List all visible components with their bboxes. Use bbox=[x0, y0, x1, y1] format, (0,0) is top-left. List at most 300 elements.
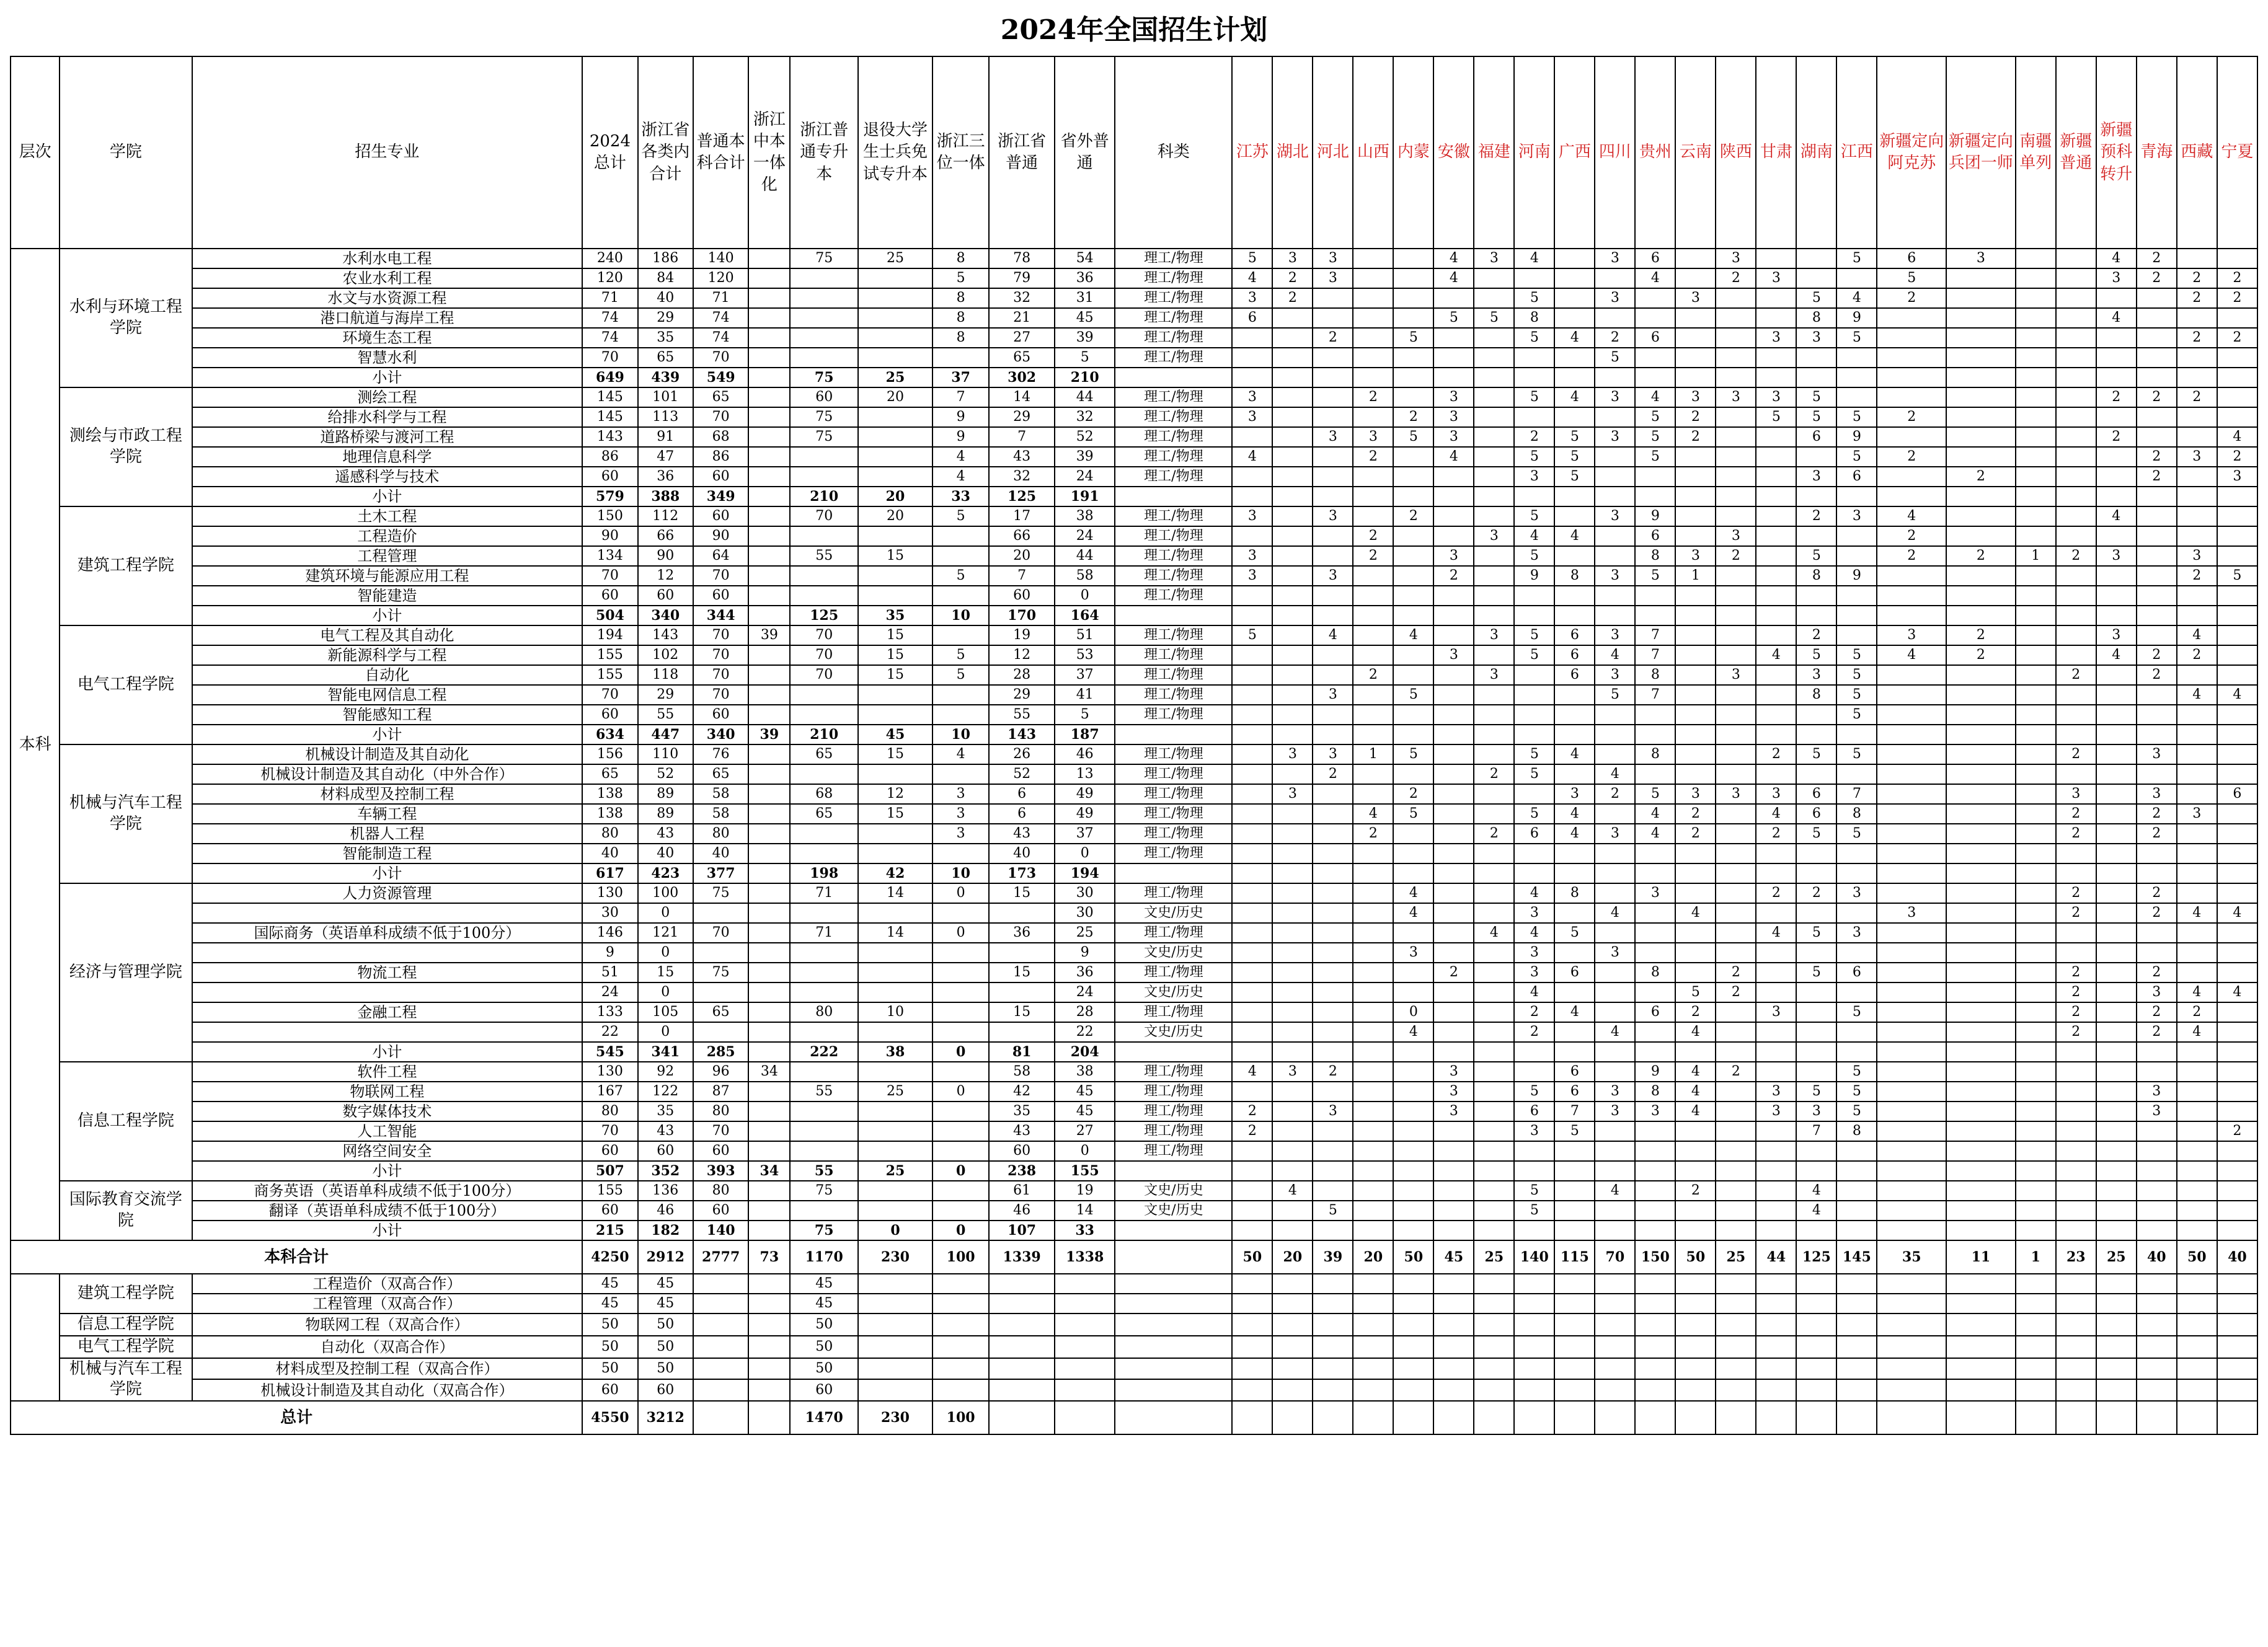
province-cell: 7 bbox=[1836, 784, 1877, 804]
category-cell: 文史/历史 bbox=[1115, 1181, 1232, 1201]
province-cell bbox=[1353, 249, 1393, 268]
province-cell bbox=[1635, 1358, 1675, 1380]
total-value-cell bbox=[989, 1401, 1055, 1434]
province-cell bbox=[1836, 1294, 1877, 1314]
major-cell: 数字媒体技术 bbox=[192, 1102, 583, 1121]
value-cell: 0 bbox=[858, 1221, 932, 1240]
province-cell: 5 bbox=[1554, 923, 1595, 943]
province-cell bbox=[1232, 1042, 1272, 1062]
value-cell bbox=[748, 665, 790, 685]
province-cell bbox=[1836, 625, 1877, 645]
college-cell: 测绘与市政工程学院 bbox=[60, 387, 192, 506]
province-cell bbox=[2137, 1181, 2177, 1201]
province-cell bbox=[2217, 1022, 2257, 1042]
province-cell bbox=[1675, 685, 1716, 705]
province-cell: 4 bbox=[1877, 645, 1946, 665]
province-cell bbox=[2096, 526, 2137, 546]
value-cell: 65 bbox=[790, 744, 858, 764]
province-cell bbox=[1836, 1358, 1877, 1380]
province-cell bbox=[2096, 863, 2137, 883]
province-cell: 2 bbox=[2056, 665, 2096, 685]
province-cell: 9 bbox=[1836, 308, 1877, 328]
province-cell bbox=[1946, 844, 2016, 863]
value-cell bbox=[858, 447, 932, 467]
value-cell bbox=[790, 963, 858, 982]
value-cell bbox=[748, 1121, 790, 1141]
value-cell: 146 bbox=[582, 923, 637, 943]
province-cell bbox=[1474, 546, 1514, 566]
province-cell bbox=[2177, 1201, 2217, 1221]
province-cell: 3 bbox=[1595, 566, 1635, 586]
province-cell bbox=[2217, 1002, 2257, 1022]
province-cell bbox=[2056, 1121, 2096, 1141]
province-cell bbox=[1716, 764, 1756, 784]
province-cell bbox=[1946, 387, 2016, 407]
province-cell bbox=[1313, 1002, 1353, 1022]
total-province-cell: 70 bbox=[1595, 1240, 1635, 1274]
province-cell: 3 bbox=[1433, 407, 1474, 427]
category-cell bbox=[1115, 368, 1232, 387]
province-cell bbox=[1716, 487, 1756, 506]
province-cell bbox=[1232, 1274, 1272, 1294]
value-cell: 60 bbox=[582, 705, 637, 725]
value-cell: 210 bbox=[790, 487, 858, 506]
province-cell bbox=[1595, 804, 1635, 824]
category-cell: 理工/物理 bbox=[1115, 506, 1232, 526]
province-cell bbox=[1554, 705, 1595, 725]
province-cell: 6 bbox=[1554, 645, 1595, 665]
province-cell bbox=[1313, 963, 1353, 982]
province-cell bbox=[2177, 1358, 2217, 1380]
value-cell bbox=[790, 268, 858, 288]
value-cell: 70 bbox=[693, 348, 748, 368]
province-cell bbox=[1232, 943, 1272, 963]
major-cell: 小计 bbox=[192, 1221, 583, 1240]
value-cell: 222 bbox=[790, 1042, 858, 1062]
province-cell: 2 bbox=[2137, 268, 2177, 288]
province-cell bbox=[1595, 1401, 1635, 1434]
major-cell: 材料成型及控制工程（双高合作） bbox=[192, 1358, 583, 1380]
province-cell bbox=[1433, 1141, 1474, 1161]
province-cell bbox=[1595, 963, 1635, 982]
province-cell bbox=[1716, 824, 1756, 844]
province-cell bbox=[1474, 963, 1514, 982]
province-cell: 5 bbox=[1635, 407, 1675, 427]
value-cell bbox=[858, 566, 932, 586]
value-cell: 210 bbox=[790, 725, 858, 744]
province-cell bbox=[1514, 606, 1554, 625]
province-cell: 3 bbox=[1796, 1102, 1836, 1121]
province-cell bbox=[1433, 764, 1474, 784]
province-cell bbox=[1554, 606, 1595, 625]
province-cell bbox=[1433, 1161, 1474, 1181]
province-cell bbox=[2096, 1062, 2137, 1082]
province-cell bbox=[1433, 883, 1474, 903]
province-cell: 5 bbox=[1836, 1002, 1877, 1022]
value-cell: 5 bbox=[932, 645, 989, 665]
category-cell: 文史/历史 bbox=[1115, 943, 1232, 963]
province-cell bbox=[1474, 506, 1514, 526]
value-cell: 70 bbox=[693, 645, 748, 665]
province-cell bbox=[2016, 1022, 2056, 1042]
major-cell: 小计 bbox=[192, 1161, 583, 1181]
province-cell: 4 bbox=[2217, 427, 2257, 447]
province-cell bbox=[2016, 625, 2056, 645]
value-cell: 5 bbox=[932, 665, 989, 685]
province-cell bbox=[2016, 1121, 2056, 1141]
province-cell: 1 bbox=[2016, 546, 2056, 566]
province-cell bbox=[1716, 725, 1756, 744]
province-cell bbox=[1232, 725, 1272, 744]
province-cell bbox=[1796, 348, 1836, 368]
province-cell: 3 bbox=[1313, 268, 1353, 288]
value-cell: 6 bbox=[989, 784, 1055, 804]
province-cell: 3 bbox=[1675, 784, 1716, 804]
province-cell bbox=[2217, 863, 2257, 883]
province-cell bbox=[1796, 586, 1836, 606]
province-cell bbox=[2056, 705, 2096, 725]
province-cell: 5 bbox=[1514, 764, 1554, 784]
province-cell: 4 bbox=[1272, 1181, 1313, 1201]
province-cell: 5 bbox=[1836, 1082, 1877, 1102]
major-cell: 港口航道与海岸工程 bbox=[192, 308, 583, 328]
province-cell bbox=[1232, 784, 1272, 804]
province-cell bbox=[1232, 1201, 1272, 1221]
college-cell: 经济与管理学院 bbox=[60, 883, 192, 1062]
value-cell: 0 bbox=[638, 982, 693, 1002]
value-cell bbox=[858, 963, 932, 982]
province-cell bbox=[1946, 487, 2016, 506]
province-cell bbox=[2137, 1121, 2177, 1141]
province-cell bbox=[1675, 1294, 1716, 1314]
province-cell bbox=[1756, 1201, 1796, 1221]
province-cell bbox=[2137, 1294, 2177, 1314]
province-cell bbox=[1635, 308, 1675, 328]
province-cell bbox=[1393, 645, 1433, 665]
province-cell bbox=[2137, 1379, 2177, 1401]
province-cell bbox=[2016, 407, 2056, 427]
province-cell bbox=[2177, 844, 2217, 863]
province-cell bbox=[1272, 546, 1313, 566]
province-cell bbox=[2137, 1314, 2177, 1336]
province-cell: 7 bbox=[1796, 1121, 1836, 1141]
value-cell: 65 bbox=[582, 764, 637, 784]
value-cell bbox=[932, 1022, 989, 1042]
value-cell bbox=[790, 1141, 858, 1161]
total-province-cell: 35 bbox=[1877, 1240, 1946, 1274]
province-cell: 4 bbox=[1514, 923, 1554, 943]
province-cell bbox=[1353, 1401, 1393, 1434]
province-cell bbox=[1635, 1336, 1675, 1358]
province-cell bbox=[2056, 844, 2096, 863]
province-cell bbox=[2016, 249, 2056, 268]
value-cell: 70 bbox=[790, 506, 858, 526]
province-cell bbox=[1393, 288, 1433, 308]
province-cell: 3 bbox=[1595, 824, 1635, 844]
province-cell bbox=[1232, 1401, 1272, 1434]
value-cell bbox=[748, 586, 790, 606]
value-cell bbox=[748, 705, 790, 725]
value-cell bbox=[748, 368, 790, 387]
value-cell: 32 bbox=[989, 467, 1055, 487]
province-cell: 6 bbox=[1232, 308, 1272, 328]
value-cell: 45 bbox=[582, 1274, 637, 1294]
province-cell bbox=[1393, 1181, 1433, 1201]
value-cell bbox=[932, 1201, 989, 1221]
value-cell bbox=[858, 1102, 932, 1121]
value-cell bbox=[858, 348, 932, 368]
province-cell bbox=[1675, 665, 1716, 685]
province-cell bbox=[2217, 824, 2257, 844]
value-cell: 60 bbox=[582, 1379, 637, 1401]
province-cell bbox=[1716, 506, 1756, 526]
province-cell: 1 bbox=[1675, 566, 1716, 586]
province-cell bbox=[2177, 1314, 2217, 1336]
value-cell: 122 bbox=[638, 1082, 693, 1102]
province-cell bbox=[1946, 1358, 2016, 1380]
value-cell: 7 bbox=[989, 427, 1055, 447]
value-cell: 35 bbox=[638, 328, 693, 348]
province-cell bbox=[1836, 1401, 1877, 1434]
value-cell: 173 bbox=[989, 863, 1055, 883]
province-cell bbox=[1877, 883, 1946, 903]
value-cell: 507 bbox=[582, 1161, 637, 1181]
province-cell bbox=[1554, 943, 1595, 963]
province-cell bbox=[1756, 1121, 1796, 1141]
value-cell: 130 bbox=[582, 1062, 637, 1082]
total-value-cell: 230 bbox=[858, 1401, 932, 1434]
province-cell bbox=[2137, 308, 2177, 328]
province-cell bbox=[1946, 308, 2016, 328]
province-cell bbox=[2177, 1221, 2217, 1240]
province-cell bbox=[1353, 863, 1393, 883]
province-cell bbox=[1877, 744, 1946, 764]
province-cell bbox=[1675, 1221, 1716, 1240]
header-numeric: 浙江中本一体化 bbox=[748, 56, 790, 249]
province-cell: 2 bbox=[2056, 1002, 2096, 1022]
value-cell: 134 bbox=[582, 546, 637, 566]
province-cell bbox=[1946, 1294, 2016, 1314]
province-cell bbox=[1675, 1336, 1716, 1358]
province-cell bbox=[1595, 586, 1635, 606]
category-cell bbox=[1115, 487, 1232, 506]
province-cell bbox=[2177, 1102, 2217, 1121]
value-cell: 118 bbox=[638, 665, 693, 685]
province-cell: 2 bbox=[2137, 387, 2177, 407]
province-cell bbox=[1756, 1141, 1796, 1161]
province-cell: 4 bbox=[1433, 249, 1474, 268]
province-cell: 2 bbox=[2177, 328, 2217, 348]
province-cell bbox=[1272, 883, 1313, 903]
province-cell bbox=[1433, 288, 1474, 308]
province-cell: 2 bbox=[2217, 328, 2257, 348]
province-cell bbox=[1635, 487, 1675, 506]
province-cell: 4 bbox=[2096, 506, 2137, 526]
province-cell bbox=[1836, 863, 1877, 883]
value-cell: 0 bbox=[1055, 586, 1115, 606]
value-cell: 10 bbox=[932, 606, 989, 625]
province-cell bbox=[1474, 1082, 1514, 1102]
table-row bbox=[11, 844, 2257, 863]
header-province: 河南 bbox=[1514, 56, 1554, 249]
province-cell bbox=[1514, 1379, 1554, 1401]
province-cell bbox=[1393, 844, 1433, 863]
province-cell: 3 bbox=[1595, 288, 1635, 308]
value-cell: 52 bbox=[638, 764, 693, 784]
value-cell: 76 bbox=[693, 744, 748, 764]
province-cell bbox=[1836, 387, 1877, 407]
province-cell: 4 bbox=[1635, 268, 1675, 288]
province-cell bbox=[1272, 963, 1313, 982]
header-province: 新疆定向阿克苏 bbox=[1877, 56, 1946, 249]
value-cell bbox=[932, 844, 989, 863]
value-cell bbox=[790, 903, 858, 923]
province-cell bbox=[1313, 1314, 1353, 1336]
value-cell: 24 bbox=[582, 982, 637, 1002]
value-cell: 58 bbox=[989, 1062, 1055, 1082]
value-cell: 155 bbox=[582, 1181, 637, 1201]
major-cell: 小计 bbox=[192, 368, 583, 387]
value-cell: 45 bbox=[790, 1294, 858, 1314]
province-cell: 7 bbox=[1635, 625, 1675, 645]
header-province: 湖北 bbox=[1272, 56, 1313, 249]
province-cell bbox=[2096, 824, 2137, 844]
province-cell bbox=[1756, 943, 1796, 963]
province-cell bbox=[1716, 368, 1756, 387]
province-cell bbox=[1393, 1294, 1433, 1314]
province-cell bbox=[1353, 645, 1393, 665]
province-cell: 6 bbox=[2217, 784, 2257, 804]
value-cell: 39 bbox=[748, 725, 790, 744]
province-cell bbox=[1796, 1314, 1836, 1336]
province-cell: 3 bbox=[1313, 427, 1353, 447]
province-cell bbox=[2096, 883, 2137, 903]
province-cell bbox=[1353, 566, 1393, 586]
province-cell bbox=[1474, 1121, 1514, 1141]
province-cell bbox=[1946, 1042, 2016, 1062]
province-cell bbox=[2096, 1082, 2137, 1102]
category-cell: 理工/物理 bbox=[1115, 963, 1232, 982]
province-cell bbox=[2096, 1336, 2137, 1358]
value-cell bbox=[858, 903, 932, 923]
major-cell: 机器人工程 bbox=[192, 824, 583, 844]
grand-total-row bbox=[11, 1401, 2257, 1434]
province-cell bbox=[1716, 1042, 1756, 1062]
province-cell bbox=[1716, 1082, 1756, 1102]
province-cell: 5 bbox=[1836, 1102, 1877, 1121]
province-cell bbox=[1716, 625, 1756, 645]
value-cell bbox=[989, 1358, 1055, 1380]
value-cell: 14 bbox=[1055, 1201, 1115, 1221]
province-cell bbox=[1514, 348, 1554, 368]
table-row bbox=[11, 407, 2257, 427]
province-cell bbox=[2096, 1221, 2137, 1240]
value-cell: 60 bbox=[582, 1141, 637, 1161]
province-cell: 4 bbox=[1595, 1022, 1635, 1042]
province-cell bbox=[1595, 1141, 1635, 1161]
value-cell: 50 bbox=[790, 1336, 858, 1358]
province-cell bbox=[1595, 1002, 1635, 1022]
province-cell bbox=[1877, 1401, 1946, 1434]
province-cell bbox=[2056, 268, 2096, 288]
province-cell bbox=[1313, 308, 1353, 328]
province-cell: 4 bbox=[1232, 268, 1272, 288]
value-cell bbox=[989, 982, 1055, 1002]
province-cell bbox=[1836, 1161, 1877, 1181]
value-cell: 24 bbox=[1055, 467, 1115, 487]
province-cell bbox=[1313, 784, 1353, 804]
province-cell bbox=[1946, 606, 2016, 625]
table-row bbox=[11, 903, 2257, 923]
province-cell bbox=[1716, 1314, 1756, 1336]
province-cell bbox=[1313, 1274, 1353, 1294]
province-cell bbox=[2137, 506, 2177, 526]
province-cell bbox=[1946, 566, 2016, 586]
value-cell: 70 bbox=[693, 665, 748, 685]
category-cell: 理工/物理 bbox=[1115, 625, 1232, 645]
province-cell bbox=[2096, 1141, 2137, 1161]
province-cell bbox=[1474, 903, 1514, 923]
value-cell: 68 bbox=[790, 784, 858, 804]
province-cell bbox=[1716, 288, 1756, 308]
province-cell bbox=[1474, 804, 1514, 824]
province-cell bbox=[1272, 764, 1313, 784]
value-cell bbox=[989, 1314, 1055, 1336]
value-cell: 52 bbox=[1055, 427, 1115, 447]
value-cell bbox=[748, 883, 790, 903]
value-cell bbox=[748, 288, 790, 308]
province-cell bbox=[1756, 546, 1796, 566]
province-cell bbox=[1756, 1358, 1796, 1380]
province-cell bbox=[1877, 923, 1946, 943]
major-cell: 国际商务（英语单科成绩不低于100分） bbox=[192, 923, 583, 943]
province-cell bbox=[1313, 1022, 1353, 1042]
province-cell bbox=[1353, 725, 1393, 744]
province-cell: 3 bbox=[2137, 982, 2177, 1002]
value-cell bbox=[748, 1201, 790, 1221]
province-cell: 2 bbox=[1675, 1002, 1716, 1022]
province-cell bbox=[2177, 1161, 2217, 1181]
province-cell bbox=[1433, 1181, 1474, 1201]
province-cell bbox=[1756, 1042, 1796, 1062]
province-cell: 4 bbox=[1877, 506, 1946, 526]
province-cell: 2 bbox=[1675, 804, 1716, 824]
province-cell: 3 bbox=[1272, 1062, 1313, 1082]
province-cell: 2 bbox=[1232, 1121, 1272, 1141]
province-cell bbox=[1836, 606, 1877, 625]
province-cell: 4 bbox=[1635, 824, 1675, 844]
province-cell bbox=[1474, 1062, 1514, 1082]
province-cell bbox=[1946, 526, 2016, 546]
value-cell: 55 bbox=[638, 705, 693, 725]
value-cell: 545 bbox=[582, 1042, 637, 1062]
province-cell: 3 bbox=[1232, 546, 1272, 566]
value-cell: 170 bbox=[989, 606, 1055, 625]
province-cell bbox=[1946, 1181, 2016, 1201]
major-cell bbox=[192, 943, 583, 963]
province-cell bbox=[2217, 1401, 2257, 1434]
table-row bbox=[11, 705, 2257, 725]
province-cell bbox=[1554, 1221, 1595, 1240]
province-cell bbox=[1877, 1082, 1946, 1102]
joint-row bbox=[11, 1358, 2257, 1380]
province-cell bbox=[1313, 705, 1353, 725]
province-cell bbox=[2137, 844, 2177, 863]
value-cell bbox=[790, 328, 858, 348]
province-cell bbox=[2096, 1314, 2137, 1336]
province-cell bbox=[1272, 625, 1313, 645]
province-cell bbox=[1433, 1221, 1474, 1240]
